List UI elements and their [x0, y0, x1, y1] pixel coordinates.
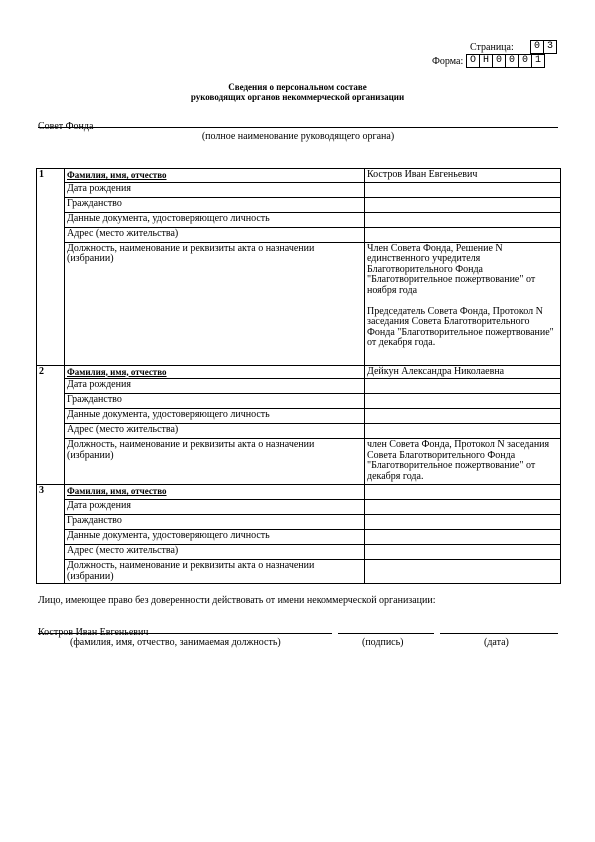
birth-label: Дата рождения: [65, 379, 365, 394]
fio-value: Костров Иван Евгеньевич: [365, 169, 561, 183]
page-digit: 0: [530, 40, 544, 54]
title-line-2: руководящих органов некоммерческой организации: [190, 92, 405, 102]
form-char: 0: [492, 54, 506, 68]
position-value: [365, 560, 561, 584]
member-number: 2: [37, 365, 65, 485]
members-table: [36, 168, 561, 584]
caption-signature: (подпись): [362, 637, 404, 648]
address-label: Адрес (место жительства): [65, 545, 365, 560]
document-label: Данные документа, удостоверяющего личность: [65, 530, 365, 545]
fio-value: [365, 485, 561, 500]
table-row: [37, 409, 561, 424]
fio-label: Фамилия, имя, отчество: [65, 365, 365, 379]
position-value: Член Совета Фонда, Решение N единственного учредителя Благотворительного Фонда "Благотворительное пожертвование" от ноября года Председатель Совета Фонда, Протокол N заседания Совета Благотворительного Фонда "Благотворительное пожертвование" от декабря года.: [365, 242, 561, 365]
form-label: Форма:: [432, 56, 464, 67]
address-value: [365, 227, 561, 242]
table-row: [37, 394, 561, 409]
page-digit: 3: [543, 40, 557, 54]
birth-value: [365, 379, 561, 394]
birth-value: [365, 182, 561, 197]
table-row: [37, 365, 561, 379]
document-value: [365, 409, 561, 424]
fio-label: Фамилия, имя, отчество: [65, 169, 365, 183]
authority-text: Лицо, имеющее право без доверенности действовать от имени некоммерческой организации:: [38, 595, 436, 606]
table-row: [37, 439, 561, 485]
birth-label: Дата рождения: [65, 182, 365, 197]
citizenship-value: [365, 394, 561, 409]
table-row: [37, 500, 561, 515]
table-row: [37, 242, 561, 365]
citizenship-value: [365, 515, 561, 530]
address-value: [365, 424, 561, 439]
signature-line: [338, 622, 434, 634]
table-row: [37, 515, 561, 530]
address-label: Адрес (место жительства): [65, 227, 365, 242]
citizenship-value: [365, 197, 561, 212]
birth-label: Дата рождения: [65, 500, 365, 515]
document-title: [100, 82, 495, 102]
page-label: Страница:: [470, 42, 514, 53]
table-row: [37, 182, 561, 197]
caption-date: (дата): [484, 637, 509, 648]
signer-name-line: [38, 622, 332, 638]
address-label: Адрес (место жительства): [65, 424, 365, 439]
organ-caption: (полное наименование руководящего органа): [201, 131, 395, 142]
table-row: [37, 424, 561, 439]
citizenship-label: Гражданство: [65, 515, 365, 530]
address-value: [365, 545, 561, 560]
form-char: 0: [505, 54, 519, 68]
citizenship-label: Гражданство: [65, 394, 365, 409]
table-row: [37, 197, 561, 212]
table-row: [37, 485, 561, 500]
organ-name: Совет Фонда: [38, 121, 94, 132]
organ-name-line: [38, 116, 558, 132]
fio-value: Дейкун Александра Николаевна: [365, 365, 561, 379]
title-line-1: Сведения о персональном составе: [228, 82, 367, 92]
signer-name: Костров Иван Евгеньевич: [38, 627, 149, 638]
citizenship-label: Гражданство: [65, 197, 365, 212]
position-value: член Совета Фонда, Протокол N заседания Совета Благотворительного Фонда "Благотворительное пожертвование" от декабря года.: [365, 439, 561, 485]
form-char: 0: [518, 54, 532, 68]
table-row: [37, 212, 561, 227]
table-row: [37, 545, 561, 560]
form-char: Н: [479, 54, 493, 68]
document-value: [365, 530, 561, 545]
table-row: [37, 560, 561, 584]
form-char: 1: [531, 54, 545, 68]
birth-value: [365, 500, 561, 515]
member-number: 3: [37, 485, 65, 584]
document-value: [365, 212, 561, 227]
page-number-boxes: [531, 40, 557, 54]
document-label: Данные документа, удостоверяющего личность: [65, 212, 365, 227]
member-number: 1: [37, 169, 65, 366]
position-label: Должность, наименование и реквизиты акта о назначении (избрании): [65, 560, 365, 584]
form-char: О: [466, 54, 480, 68]
position-label: Должность, наименование и реквизиты акта о назначении (избрании): [65, 242, 365, 365]
position-label: Должность, наименование и реквизиты акта о назначении (избрании): [65, 439, 365, 485]
table-row: [37, 379, 561, 394]
date-line: [440, 622, 558, 634]
caption-name: (фамилия, имя, отчество, занимаемая должность): [70, 637, 281, 648]
table-row: [37, 227, 561, 242]
document-label: Данные документа, удостоверяющего личность: [65, 409, 365, 424]
table-row: [37, 169, 561, 183]
form-code-boxes: [467, 54, 545, 68]
table-row: [37, 530, 561, 545]
fio-label: Фамилия, имя, отчество: [65, 485, 365, 500]
